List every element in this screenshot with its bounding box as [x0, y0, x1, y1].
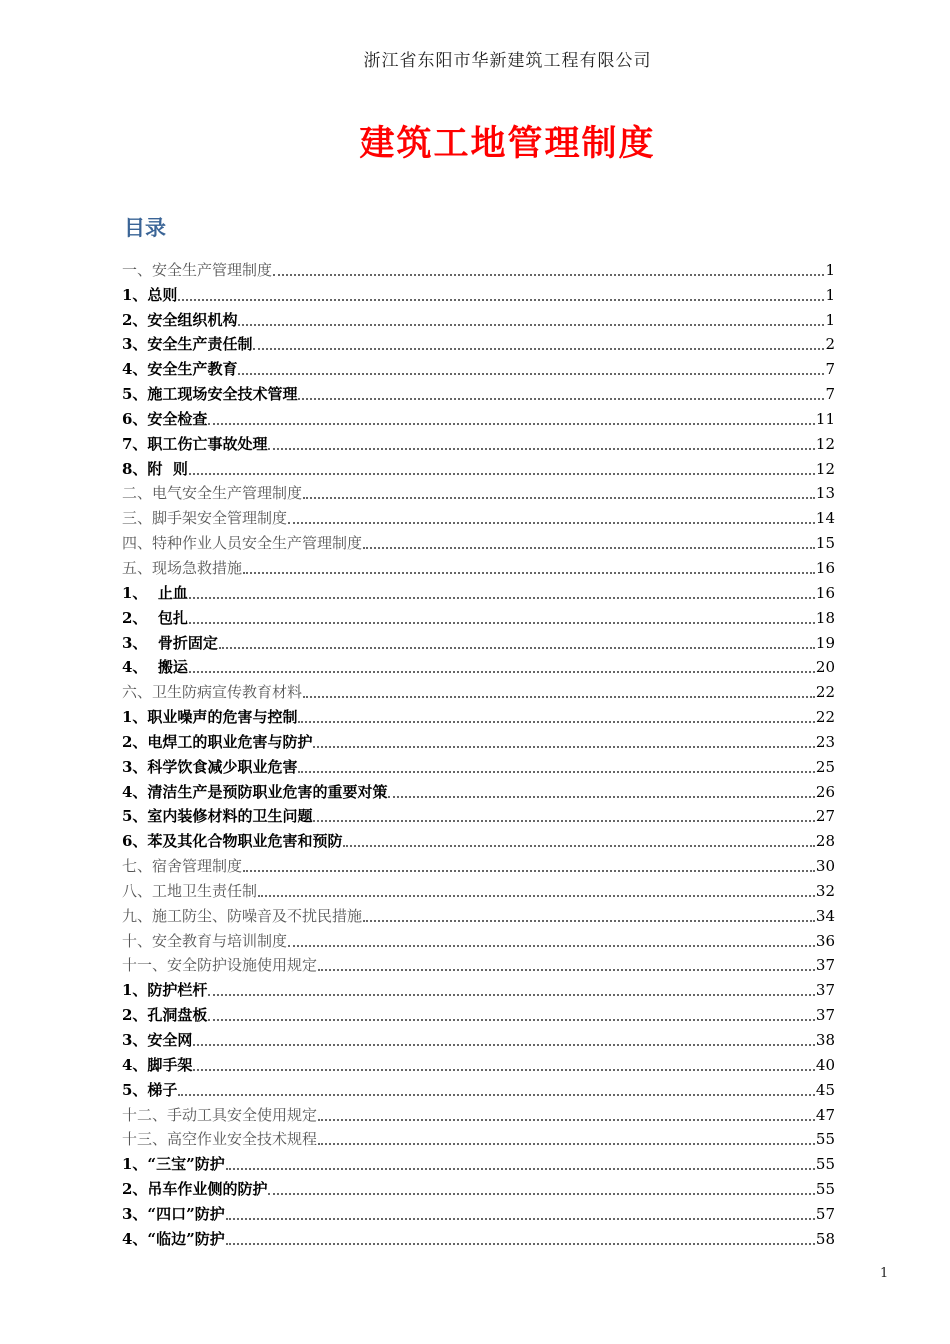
- toc-entry-page: 58: [815, 1229, 835, 1248]
- toc-entry-page: 47: [815, 1105, 835, 1124]
- toc-entry-label: 十二、手动工具安全使用规定: [122, 1105, 318, 1124]
- toc-entry-section[interactable]: [122, 453, 835, 478]
- toc-entry-label: 十一、安全防护设施使用规定: [122, 956, 318, 975]
- toc-entry-page: 15: [815, 534, 835, 553]
- toc-entry-label: 3、安全网: [122, 1031, 193, 1049]
- toc-entry-page: 1: [825, 285, 835, 304]
- toc-entry-section[interactable]: [122, 428, 835, 453]
- toc-entry-section[interactable]: [122, 329, 835, 354]
- toc-entry-label: 2、吊车作业侧的防护: [122, 1180, 268, 1199]
- toc-dot-leader: [226, 1229, 815, 1245]
- toc-entry-page: 55: [815, 1180, 835, 1199]
- toc-dot-leader: [288, 931, 815, 947]
- toc-dot-leader: [178, 1080, 814, 1096]
- toc-dot-leader: [268, 1179, 814, 1195]
- toc-entry-page: 13: [815, 484, 835, 503]
- toc-entry-label: 五、现场急救措施: [122, 558, 243, 577]
- toc-entry-page: 23: [815, 732, 835, 751]
- toc-entry-chapter[interactable]: [122, 925, 835, 950]
- toc-heading: 目录: [124, 216, 166, 240]
- toc-entry-chapter[interactable]: [122, 527, 835, 552]
- toc-dot-leader: [243, 856, 815, 872]
- toc-dot-leader: [258, 881, 815, 897]
- toc-entry-page: 38: [815, 1031, 835, 1049]
- toc-entry-label: 十三、高空作业安全技术规程: [122, 1130, 318, 1149]
- toc-entry-page: 22: [815, 683, 835, 702]
- toc-entry-label: 1、职业噪声的危害与控制: [122, 708, 298, 727]
- toc-entry-chapter[interactable]: [122, 1099, 835, 1124]
- toc-entry-page: 1: [825, 260, 835, 279]
- toc-entry-label: 十、安全教育与培训制度: [122, 931, 288, 950]
- toc-dot-leader: [178, 285, 824, 301]
- toc-entry-label: 七、宿舍管理制度: [122, 857, 243, 876]
- toc-entry-page: 7: [825, 360, 835, 379]
- toc-entry-page: 28: [815, 832, 835, 851]
- toc-entry-section[interactable]: [122, 1198, 835, 1223]
- toc-entry-chapter[interactable]: [122, 900, 835, 925]
- toc-entry-label: 九、施工防尘、防噪音及不扰民措施: [122, 906, 363, 925]
- toc-entry-section[interactable]: [122, 1049, 835, 1074]
- toc-entry-page: 16: [815, 558, 835, 577]
- document-title: 建筑工地管理制度: [359, 123, 656, 164]
- toc-entry-page: 25: [815, 757, 835, 776]
- toc-dot-leader: [303, 483, 815, 499]
- toc-entry-page: 12: [815, 459, 835, 478]
- toc-entry-page: 22: [815, 708, 835, 727]
- toc-entry-page: 14: [815, 509, 835, 528]
- toc-entry-page: 34: [815, 906, 835, 925]
- toc-entry-page: 12: [815, 434, 835, 453]
- toc-entry-page: 7: [825, 385, 835, 404]
- toc-entry-page: 11: [815, 409, 835, 428]
- toc-entry-label: 三、脚手架安全管理制度: [122, 509, 288, 528]
- toc-entry-label: 3、安全生产责任制: [122, 335, 253, 354]
- toc-entry-page: 26: [815, 782, 835, 801]
- toc-entry-page: 55: [815, 1155, 835, 1174]
- toc-entry-page: 55: [815, 1130, 835, 1149]
- toc-entry-label: 2、 包扎: [122, 608, 188, 627]
- toc-dot-leader: [226, 1154, 815, 1170]
- toc-entry-page: 2: [825, 335, 835, 354]
- toc-dot-leader: [243, 558, 815, 574]
- toc-entry-page: 40: [815, 1055, 835, 1074]
- toc-entry-section[interactable]: [122, 627, 835, 652]
- toc-entry-label: 4、“临边”防护: [122, 1229, 225, 1248]
- toc-dot-leader: [208, 1005, 814, 1021]
- toc-entry-page: 37: [815, 956, 835, 975]
- toc-entry-label: 6、苯及其化合物职业危害和预防: [122, 832, 343, 851]
- toc-entry-label: 一、安全生产管理制度: [122, 260, 273, 279]
- toc-entry-label: 3、 骨折固定: [122, 633, 218, 652]
- toc-entry-chapter[interactable]: [122, 676, 835, 701]
- toc-entry-label: 1、“三宝”防护: [122, 1155, 225, 1174]
- toc-entry-section[interactable]: [122, 378, 835, 403]
- toc-entry-page: 1: [825, 310, 835, 329]
- toc-entry-chapter[interactable]: [122, 254, 835, 279]
- toc-dot-leader: [303, 682, 815, 698]
- toc-entry-page: 32: [815, 881, 835, 900]
- toc-entry-label: 八、工地卫生责任制: [122, 881, 258, 900]
- toc-entry-label: 5、施工现场安全技术管理: [122, 385, 298, 404]
- toc-entry-page: 37: [815, 1006, 835, 1025]
- toc-entry-section[interactable]: [122, 602, 835, 627]
- toc-entry-label: 4、清洁生产是预防职业危害的重要对策: [122, 782, 388, 801]
- toc-dot-leader: [363, 533, 815, 549]
- toc-dot-leader: [318, 955, 815, 971]
- toc-dot-leader: [388, 782, 814, 798]
- toc-entry-section[interactable]: [122, 652, 835, 677]
- toc-entry-section[interactable]: [122, 1148, 835, 1173]
- toc-dot-leader: [238, 359, 824, 375]
- toc-entry-label: 4、脚手架: [122, 1055, 193, 1074]
- toc-dot-leader: [268, 434, 814, 450]
- toc-dot-leader: [298, 384, 824, 400]
- running-header-company: 浙江省东阳市华新建筑工程有限公司: [363, 51, 652, 71]
- toc-entry-label: 4、安全生产教育: [122, 360, 238, 379]
- toc-dot-leader: [189, 459, 815, 475]
- toc-entry-section[interactable]: [122, 825, 835, 850]
- toc-dot-leader: [208, 980, 814, 996]
- toc-dot-leader: [363, 906, 815, 922]
- toc-entry-section[interactable]: [122, 403, 835, 428]
- toc-entry-label: 3、“四口”防护: [122, 1204, 225, 1223]
- toc-entry-section[interactable]: [122, 726, 835, 751]
- toc-entry-section[interactable]: [122, 776, 835, 801]
- toc-dot-leader: [193, 1030, 814, 1046]
- toc-entry-label: 1、防护栏杆: [122, 981, 208, 1000]
- toc-entry-section[interactable]: [122, 751, 835, 776]
- toc-dot-leader: [313, 806, 814, 822]
- toc-entry-section[interactable]: [122, 304, 835, 329]
- toc-dot-leader: [318, 1105, 815, 1121]
- toc-entry-section[interactable]: [122, 1173, 835, 1198]
- toc-entry-page: 19: [815, 633, 835, 652]
- toc-entry-page: 30: [815, 857, 835, 876]
- toc-dot-leader: [288, 508, 815, 524]
- toc-entry-section[interactable]: [122, 353, 835, 378]
- toc-entry-label: 二、电气安全生产管理制度: [122, 484, 303, 503]
- toc-dot-leader: [313, 732, 814, 748]
- toc-entry-chapter[interactable]: [122, 950, 835, 975]
- toc-entry-chapter[interactable]: [122, 875, 835, 900]
- toc-entry-page: 20: [815, 658, 835, 677]
- toc-dot-leader: [219, 633, 815, 649]
- toc-entry-chapter[interactable]: [122, 850, 835, 875]
- toc-entry-page: 36: [815, 931, 835, 950]
- toc-entry-chapter[interactable]: [122, 478, 835, 503]
- toc-entry-label: 4、 搬运: [122, 658, 188, 677]
- toc-entry-label: 7、职工伤亡事故处理: [122, 434, 268, 453]
- toc-dot-leader: [298, 757, 814, 773]
- toc-entry-section[interactable]: [122, 999, 835, 1024]
- toc-entry-label: 六、卫生防病宣传教育材料: [122, 683, 303, 702]
- toc-dot-leader: [253, 334, 824, 350]
- toc-entry-section[interactable]: [122, 801, 835, 826]
- toc-entry-label: 四、特种作业人员安全生产管理制度: [122, 534, 363, 553]
- toc-entry-page: 16: [815, 583, 835, 602]
- toc-entry-section[interactable]: [122, 1024, 835, 1049]
- toc-entry-section[interactable]: [122, 701, 835, 726]
- toc-entry-page: 45: [815, 1080, 835, 1099]
- toc-entry-section[interactable]: [122, 1223, 835, 1248]
- toc-entry-label: 6、安全检查: [122, 409, 208, 428]
- toc-entry-page: 57: [815, 1204, 835, 1223]
- toc-entry-page: 27: [815, 807, 835, 826]
- toc-entry-section[interactable]: [122, 1074, 835, 1099]
- toc-dot-leader: [238, 310, 824, 326]
- toc-entry-label: 2、孔洞盘板: [122, 1006, 208, 1025]
- toc-entry-label: 5、梯子: [122, 1080, 178, 1099]
- toc-entry-chapter[interactable]: [122, 1124, 835, 1149]
- toc-entry-chapter[interactable]: [122, 502, 835, 527]
- toc-entry-label: 1、 止血: [122, 583, 188, 602]
- table-of-contents: [122, 254, 835, 1248]
- toc-entry-section[interactable]: [122, 279, 835, 304]
- toc-entry-label: 8、附 则: [122, 459, 188, 478]
- toc-dot-leader: [318, 1129, 815, 1145]
- toc-dot-leader: [298, 707, 814, 723]
- toc-dot-leader: [189, 657, 815, 673]
- toc-entry-label: 2、电焊工的职业危害与防护: [122, 732, 313, 751]
- toc-entry-label: 3、科学饮食减少职业危害: [122, 757, 298, 776]
- toc-entry-label: 2、安全组织机构: [122, 310, 238, 329]
- toc-entry-section[interactable]: [122, 577, 835, 602]
- toc-dot-leader: [273, 260, 824, 276]
- toc-dot-leader: [193, 1055, 814, 1071]
- toc-entry-label: 1、总则: [122, 285, 178, 304]
- toc-dot-leader: [343, 831, 814, 847]
- toc-dot-leader: [208, 409, 814, 425]
- toc-dot-leader: [226, 1204, 815, 1220]
- toc-entry-chapter[interactable]: [122, 552, 835, 577]
- toc-entry-section[interactable]: [122, 974, 835, 999]
- toc-dot-leader: [189, 608, 815, 624]
- page-number: 1: [880, 1266, 889, 1281]
- toc-entry-label: 5、室内装修材料的卫生问题: [122, 807, 313, 826]
- toc-entry-page: 18: [815, 608, 835, 627]
- toc-dot-leader: [189, 583, 815, 599]
- toc-entry-page: 37: [815, 981, 835, 1000]
